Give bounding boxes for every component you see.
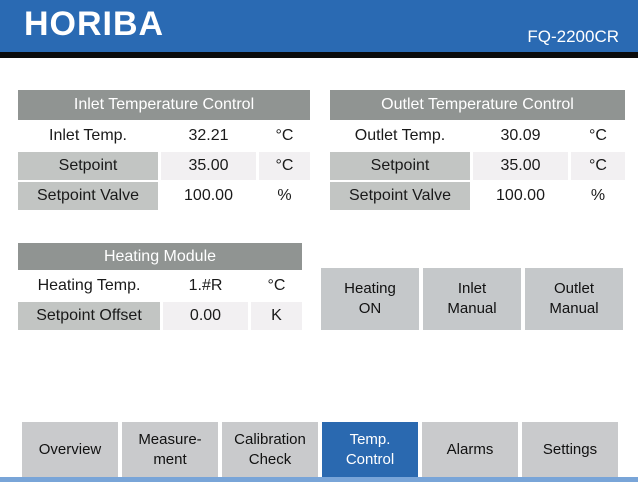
heating-temp-unit: °C xyxy=(251,272,302,300)
tab-settings[interactable] xyxy=(522,422,618,477)
outlet-table-title: Outlet Temperature Control xyxy=(330,90,625,120)
inlet-temp-value: 32.21 xyxy=(161,122,256,150)
tab-label: Check xyxy=(248,450,292,468)
table-row xyxy=(18,272,302,300)
tab-label: Control xyxy=(345,450,395,468)
table-row xyxy=(18,122,310,150)
tab-alarms[interactable] xyxy=(422,422,518,477)
outlet-setpoint-valve-value: 100.00 xyxy=(473,182,568,210)
button-label: Manual xyxy=(549,300,599,317)
inlet-manual-button[interactable] xyxy=(423,268,521,330)
horiba-logo: HORIBA xyxy=(24,5,165,43)
model-label: FQ-2200CR xyxy=(527,27,619,46)
top-bar xyxy=(0,0,638,52)
button-label: Heating xyxy=(344,280,396,297)
table-row xyxy=(18,182,310,210)
table-row xyxy=(330,152,625,180)
tab-label: Measure- xyxy=(138,430,202,448)
tab-label: Settings xyxy=(542,440,598,458)
inlet-temperature-table xyxy=(18,90,310,210)
tab-label: ment xyxy=(153,450,187,468)
setpoint-offset-value[interactable]: 0.00 xyxy=(163,302,248,330)
tab-label: Alarms xyxy=(446,440,494,458)
tab-label: Temp. xyxy=(349,430,391,448)
inlet-setpoint-valve-unit: % xyxy=(259,182,310,210)
button-label: Manual xyxy=(447,300,497,317)
outlet-manual-button[interactable] xyxy=(525,268,623,330)
heating-temp-value: 1.#R xyxy=(163,272,248,300)
tab-label: Overview xyxy=(38,440,102,458)
inlet-setpoint-unit: °C xyxy=(259,152,310,180)
outlet-setpoint-valve-unit: % xyxy=(571,182,625,210)
bottom-tab-bar xyxy=(22,422,618,477)
heating-on-button[interactable] xyxy=(321,268,419,330)
button-label: Inlet xyxy=(457,280,487,297)
inlet-setpoint-label: Setpoint xyxy=(18,152,158,180)
outlet-setpoint-valve-label: Setpoint Valve xyxy=(330,182,470,210)
button-label: Outlet xyxy=(553,280,595,297)
outlet-temp-value: 30.09 xyxy=(473,122,568,150)
header-divider xyxy=(0,52,638,58)
inlet-setpoint-valve-label: Setpoint Valve xyxy=(18,182,158,210)
bottom-accent-strip xyxy=(0,477,638,482)
table-row xyxy=(330,182,625,210)
outlet-setpoint-unit: °C xyxy=(571,152,625,180)
table-row xyxy=(18,302,302,330)
setpoint-offset-unit: K xyxy=(251,302,302,330)
button-label: ON xyxy=(358,300,382,317)
table-row xyxy=(18,152,310,180)
outlet-temp-label: Outlet Temp. xyxy=(330,122,470,150)
tab-calibration-check[interactable] xyxy=(222,422,318,477)
tab-temp-control[interactable] xyxy=(322,422,418,477)
outlet-temperature-table xyxy=(330,90,625,210)
heating-table-title: Heating Module xyxy=(18,243,302,270)
tab-measurement[interactable] xyxy=(122,422,218,477)
inlet-setpoint-valve-value: 100.00 xyxy=(161,182,256,210)
inlet-table-title: Inlet Temperature Control xyxy=(18,90,310,120)
inlet-temp-label: Inlet Temp. xyxy=(18,122,158,150)
outlet-setpoint-value[interactable]: 35.00 xyxy=(473,152,568,180)
table-row xyxy=(330,122,625,150)
inlet-temp-unit: °C xyxy=(259,122,310,150)
tab-label: Calibration xyxy=(234,430,306,448)
heating-module-table xyxy=(18,243,302,330)
control-button-group xyxy=(321,268,623,330)
outlet-temp-unit: °C xyxy=(571,122,625,150)
tab-overview[interactable] xyxy=(22,422,118,477)
outlet-setpoint-label: Setpoint xyxy=(330,152,470,180)
inlet-setpoint-value[interactable]: 35.00 xyxy=(161,152,256,180)
setpoint-offset-label: Setpoint Offset xyxy=(18,302,160,330)
heating-temp-label: Heating Temp. xyxy=(18,272,160,300)
